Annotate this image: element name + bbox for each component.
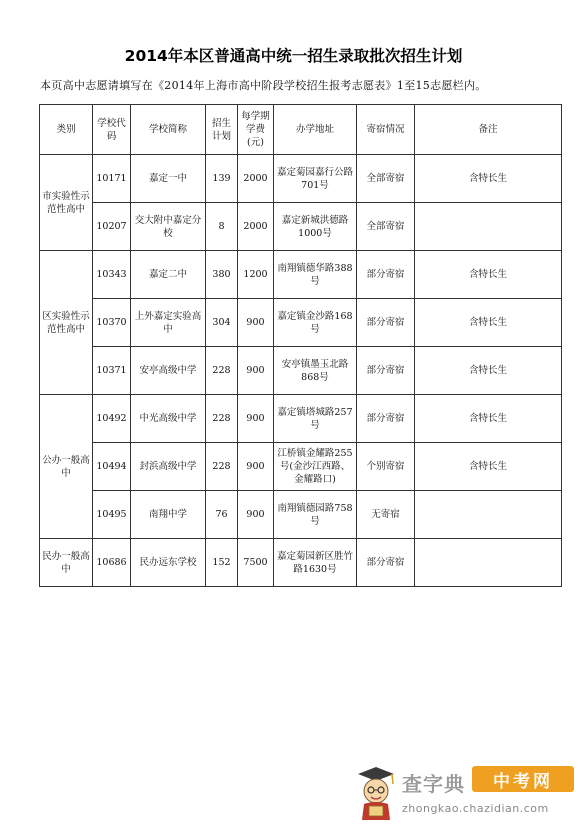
school-code: 10370	[93, 299, 131, 347]
school-code: 10343	[93, 251, 131, 299]
table-row	[40, 539, 562, 587]
enrollment-plan: 139	[206, 155, 238, 203]
enrollment-plan: 76	[206, 491, 238, 539]
enrollment-plan: 228	[206, 443, 238, 491]
header-code: 学校代码	[93, 105, 131, 155]
enrollment-plan: 380	[206, 251, 238, 299]
table-row	[40, 251, 562, 299]
school-code: 10207	[93, 203, 131, 251]
school-name: 上外嘉定实验高中	[131, 299, 206, 347]
watermark-url: zhongkao.chazidian.com	[402, 802, 549, 815]
school-address: 江桥镇金耀路255号(金沙江西路、金耀路口)	[274, 443, 357, 491]
boarding-status: 全部寄宿	[357, 155, 415, 203]
remark	[415, 203, 562, 251]
watermark-brand: 查字典	[402, 772, 465, 796]
boarding-status: 部分寄宿	[357, 395, 415, 443]
tuition-fee: 900	[238, 443, 274, 491]
tuition-fee: 2000	[238, 155, 274, 203]
boarding-status: 个别寄宿	[357, 443, 415, 491]
school-name: 嘉定二中	[131, 251, 206, 299]
scholar-mascot-icon	[354, 764, 398, 822]
watermark	[354, 764, 580, 824]
tuition-fee: 2000	[238, 203, 274, 251]
header-note: 备注	[415, 105, 562, 155]
table-row	[40, 443, 562, 491]
header-address: 办学地址	[274, 105, 357, 155]
school-name: 民办远东学校	[131, 539, 206, 587]
category-cell: 市实验性示范性高中	[40, 155, 93, 251]
remark: 含特长生	[415, 395, 562, 443]
intro-note: 本页高中志愿请填写在《2014年上海市高中阶段学校招生报考志愿表》1至15志愿栏内。	[40, 79, 487, 92]
school-code: 10686	[93, 539, 131, 587]
boarding-status: 全部寄宿	[357, 203, 415, 251]
header-board: 寄宿情况	[357, 105, 415, 155]
tuition-fee: 900	[238, 395, 274, 443]
school-address: 嘉定新城洪德路1000号	[274, 203, 357, 251]
enrollment-plan: 304	[206, 299, 238, 347]
remark	[415, 491, 562, 539]
school-address: 南翔镇德华路388号	[274, 251, 357, 299]
enrollment-plan: 228	[206, 395, 238, 443]
school-name: 中光高级中学	[131, 395, 206, 443]
school-code: 10371	[93, 347, 131, 395]
header-fee: 每学期学费(元)	[238, 105, 274, 155]
tuition-fee: 7500	[238, 539, 274, 587]
boarding-status: 部分寄宿	[357, 347, 415, 395]
enrollment-plan: 8	[206, 203, 238, 251]
tuition-fee: 900	[238, 347, 274, 395]
remark: 含特长生	[415, 347, 562, 395]
boarding-status: 部分寄宿	[357, 539, 415, 587]
table-row	[40, 395, 562, 443]
table-row	[40, 299, 562, 347]
category-cell: 民办一般高中	[40, 539, 93, 587]
tuition-fee: 1200	[238, 251, 274, 299]
school-name: 嘉定一中	[131, 155, 206, 203]
table-row	[40, 491, 562, 539]
boarding-status: 无寄宿	[357, 491, 415, 539]
table-row	[40, 347, 562, 395]
school-address: 嘉定镇金沙路168号	[274, 299, 357, 347]
school-name: 南翔中学	[131, 491, 206, 539]
header-category: 类别	[40, 105, 93, 155]
tuition-fee: 900	[238, 299, 274, 347]
remark	[415, 539, 562, 587]
remark: 含特长生	[415, 299, 562, 347]
watermark-site-badge: 中考网	[472, 766, 574, 792]
table-row	[40, 155, 562, 203]
boarding-status: 部分寄宿	[357, 251, 415, 299]
enrollment-plan: 152	[206, 539, 238, 587]
school-address: 嘉定菊园新区胜竹路1630号	[274, 539, 357, 587]
school-code: 10171	[93, 155, 131, 203]
remark: 含特长生	[415, 155, 562, 203]
school-address: 嘉定镇塔城路257号	[274, 395, 357, 443]
school-code: 10492	[93, 395, 131, 443]
school-name: 交大附中嘉定分校	[131, 203, 206, 251]
category-cell: 公办一般高中	[40, 395, 93, 539]
school-name: 安亭高级中学	[131, 347, 206, 395]
table-header-row	[40, 105, 562, 155]
school-code: 10495	[93, 491, 131, 539]
boarding-status: 部分寄宿	[357, 299, 415, 347]
admission-plan-table	[39, 104, 562, 587]
school-address: 嘉定菊园嘉行公路701号	[274, 155, 357, 203]
table-row	[40, 203, 562, 251]
tuition-fee: 900	[238, 491, 274, 539]
remark: 含特长生	[415, 251, 562, 299]
enrollment-plan: 228	[206, 347, 238, 395]
header-plan: 招生计划	[206, 105, 238, 155]
school-name: 封浜高级中学	[131, 443, 206, 491]
category-cell: 区实验性示范性高中	[40, 251, 93, 395]
remark: 含特长生	[415, 443, 562, 491]
school-address: 安亭镇墨玉北路868号	[274, 347, 357, 395]
school-code: 10494	[93, 443, 131, 491]
school-address: 南翔镇德园路758号	[274, 491, 357, 539]
header-name: 学校简称	[131, 105, 206, 155]
page-title: 2014年本区普通高中统一招生录取批次招生计划	[124, 47, 463, 65]
